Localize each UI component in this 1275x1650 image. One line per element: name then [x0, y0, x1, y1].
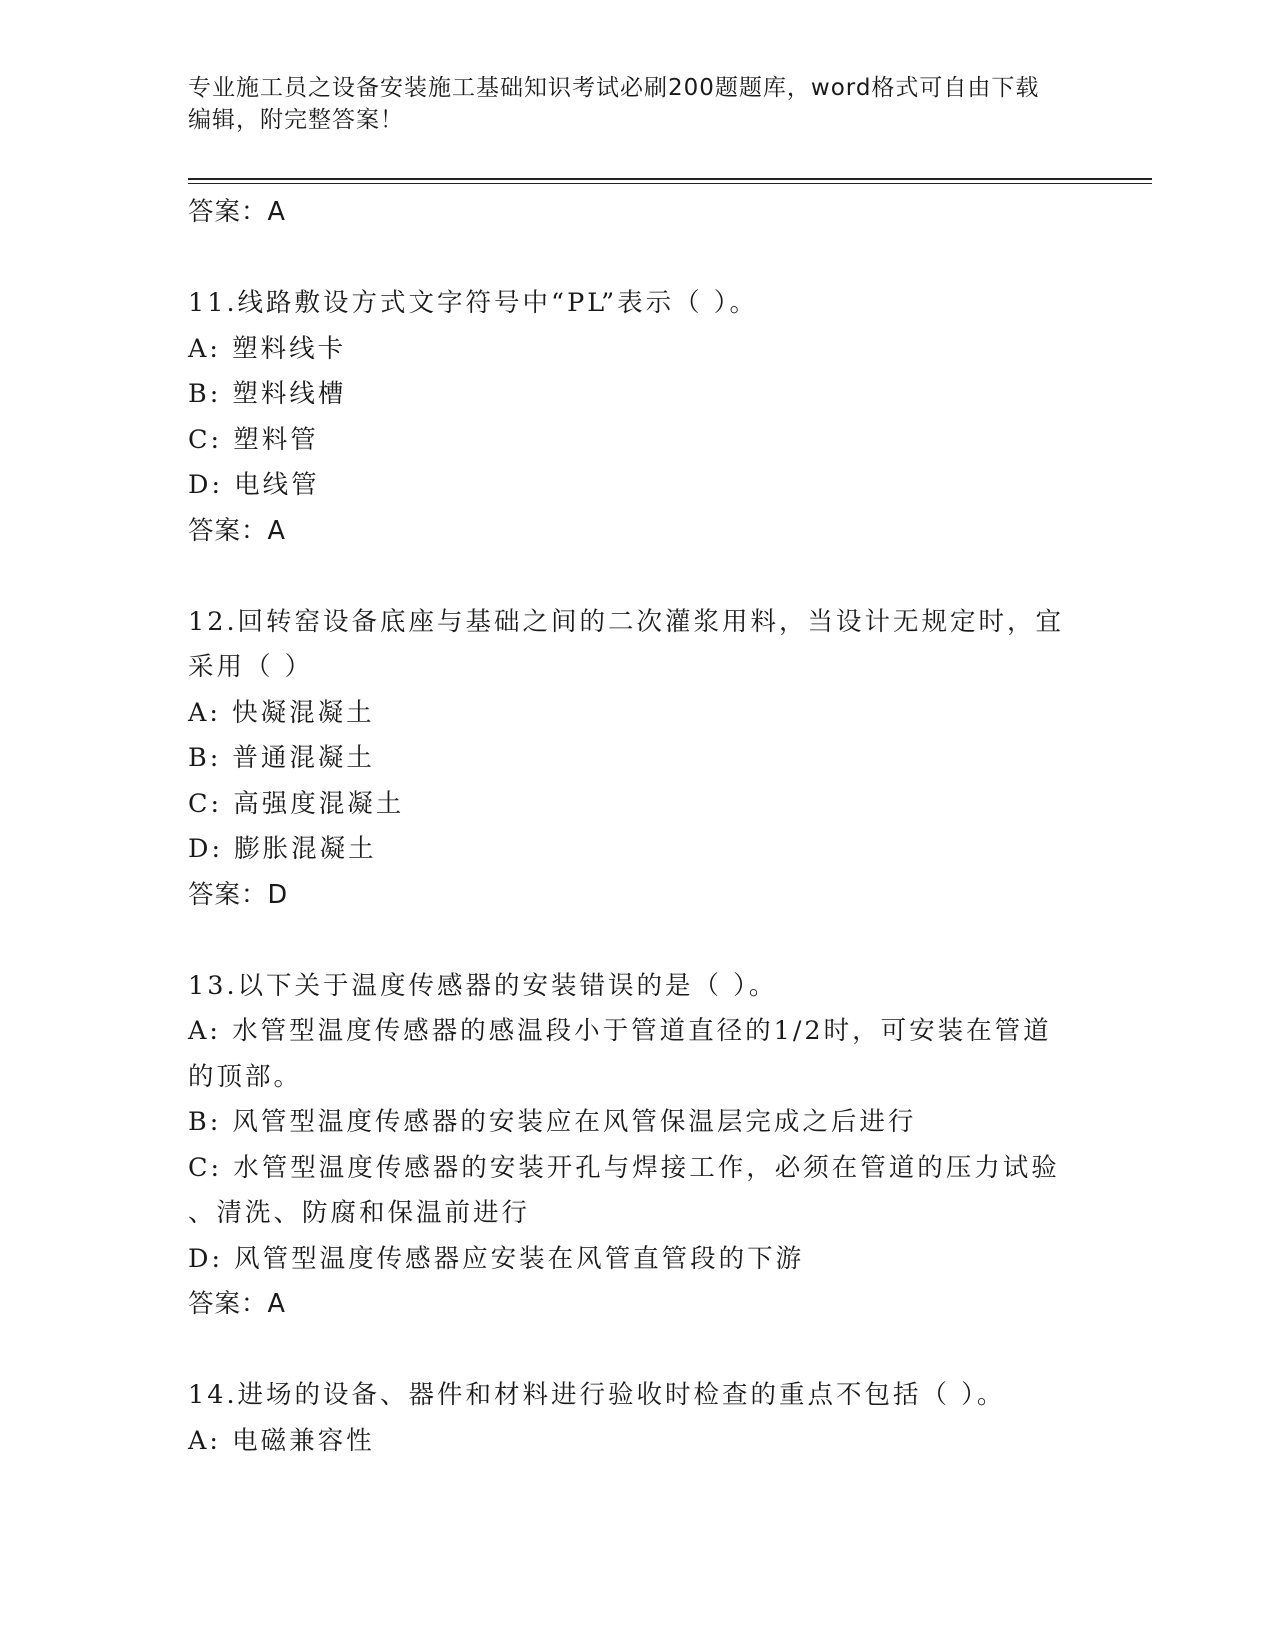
spacer [188, 554, 1088, 600]
question-text: 11.线路敷设方式文字符号中“PL”表示（ ）。 [188, 288, 758, 318]
document-header [188, 72, 1088, 136]
question-14 [188, 1373, 1088, 1464]
header-divider-thick [188, 178, 1152, 180]
answer: 答案：D [188, 879, 289, 910]
question-text-continued: 采用（ ） [188, 652, 314, 682]
option-d: D: 膨胀混凝土 [188, 834, 377, 864]
option-c-continued: 、清洗、防腐和保温前进行 [188, 1198, 531, 1228]
answer-previous: 答案：A [188, 197, 286, 227]
option-a: A: 快凝混凝土 [188, 697, 375, 728]
spacer [188, 918, 1088, 964]
option-b: B: 风管型温度传感器的安装应在风管保温层完成之后进行 [188, 1107, 917, 1137]
option-a: A: 电磁兼容性 [188, 1425, 375, 1456]
header-divider-thin [188, 183, 1152, 184]
option-d: D: 风管型温度传感器应安装在风管直管段的下游 [188, 1243, 805, 1274]
option-c: C: 塑料管 [188, 424, 319, 455]
question-13 [188, 964, 1088, 1328]
spacer [188, 236, 1088, 282]
option-a-continued: 的顶部。 [188, 1061, 303, 1092]
question-11 [188, 281, 1088, 554]
option-c: C: 水管型温度传感器的安装开孔与焊接工作，必须在管道的压力试验 [188, 1152, 1060, 1183]
answer: 答案：A [188, 515, 286, 546]
document-body [188, 190, 1088, 1464]
spacer [188, 1328, 1088, 1374]
question-12 [188, 600, 1088, 919]
question-text: 13.以下关于温度传感器的安装错误的是（ ）。 [188, 970, 778, 1001]
option-d: D: 电线管 [188, 470, 320, 500]
option-a: A: 水管型温度传感器的感温段小于管道直径的1/2时，可安装在管道 [188, 1016, 1052, 1046]
header-title-line-1: 专业施工员之设备安装施工基础知识考试必刷200题题库，word格式可自由下载 [188, 75, 1040, 101]
answer: 答案：A [188, 1289, 286, 1319]
header-title-line-2: 编辑，附完整答案！ [188, 107, 404, 133]
option-a: A: 塑料线卡 [188, 333, 347, 364]
option-c: C: 高强度混凝土 [188, 788, 405, 819]
option-b: B: 普通混凝土 [188, 743, 375, 773]
question-text: 12.回转窑设备底座与基础之间的二次灌浆用料，当设计无规定时，宜 [188, 606, 1065, 637]
question-text: 14.进场的设备、器件和材料进行验收时检查的重点不包括（ ）。 [188, 1380, 1006, 1410]
option-b: B: 塑料线槽 [188, 379, 347, 409]
